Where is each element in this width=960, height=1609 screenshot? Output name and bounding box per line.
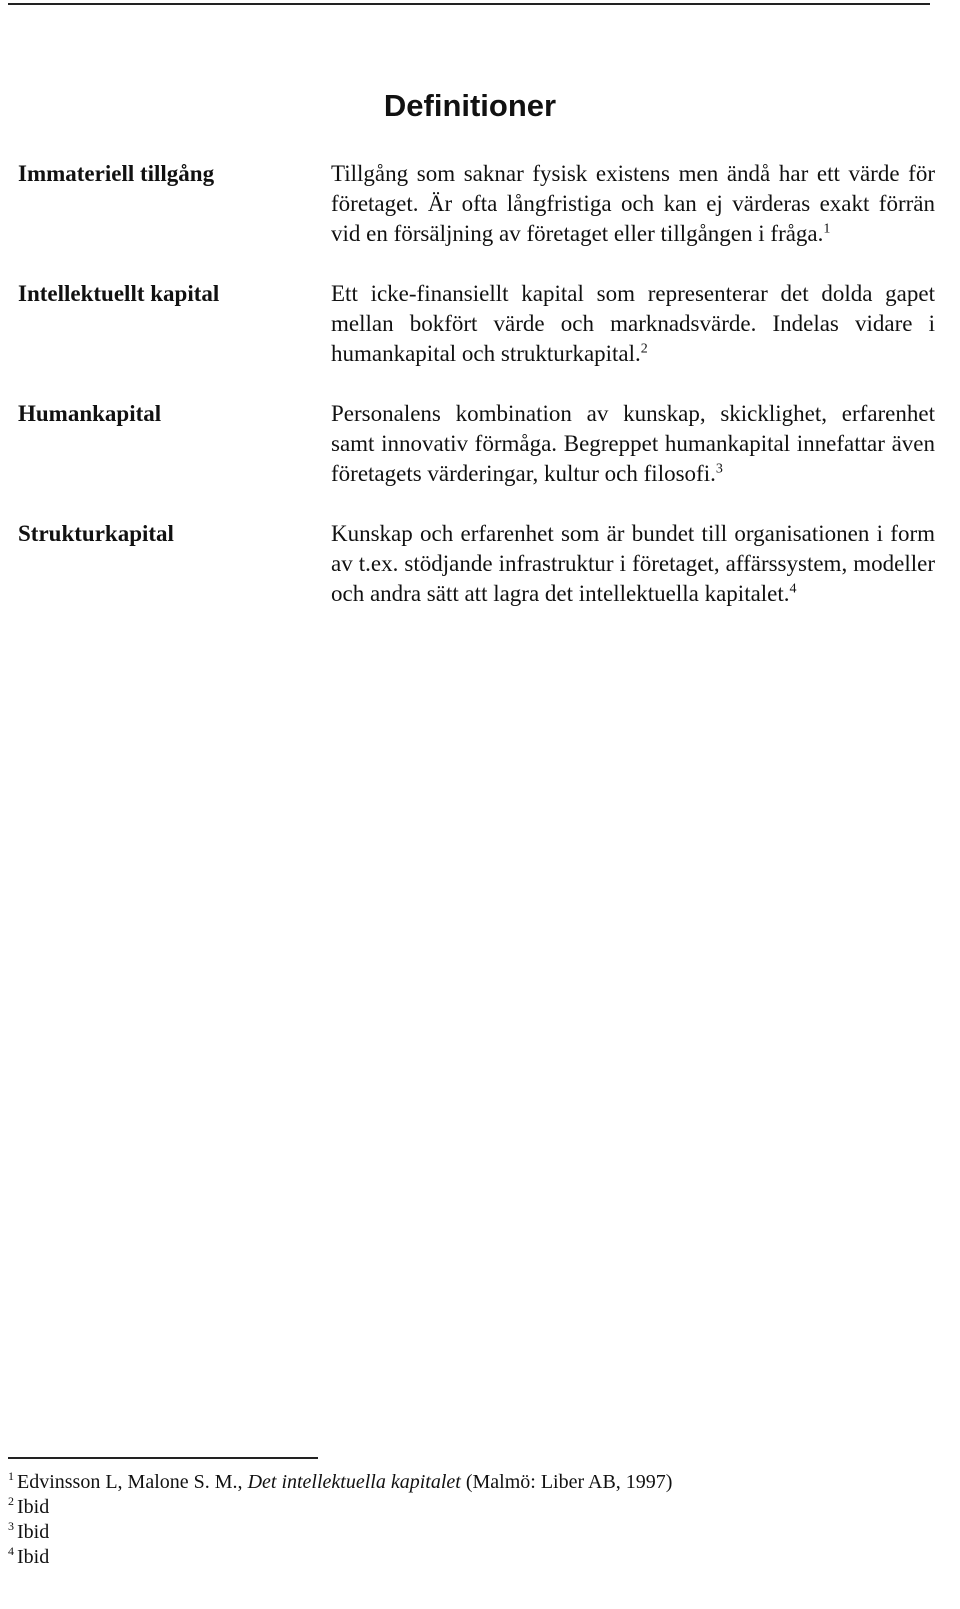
definition-term: Strukturkapital [18, 521, 174, 546]
footnotes [8, 1470, 928, 1570]
footnote-item [8, 1545, 928, 1570]
definition-text [331, 519, 935, 609]
footnote-reference[interactable]: 3 [715, 461, 723, 477]
footnote-text: Edvinsson L, Malone S. M., [17, 1471, 248, 1493]
footnote-text: Ibid [17, 1521, 50, 1543]
definition-text-content: Ett icke-finansiellt kapital som representerar det dolda gapet mellan bokfört värde och marknadsvärde. Indelas vidare i humankapital och strukturkapital. [331, 281, 935, 366]
page-title: Definitioner [383, 88, 557, 123]
definition-text [331, 159, 935, 249]
footnote-number: 2 [8, 1494, 14, 1509]
definition-term: Humankapital [18, 401, 162, 426]
definition-term: Intellektuellt kapital [18, 281, 220, 306]
definition-row [18, 519, 936, 609]
footnote-item [8, 1520, 928, 1545]
footnote-number: 3 [8, 1519, 14, 1534]
footnote-reference[interactable]: 4 [789, 581, 797, 597]
definition-text [331, 399, 935, 489]
definition-list [18, 159, 936, 639]
footnote-text-suffix: (Malmö: Liber AB, 1997) [460, 1471, 673, 1493]
footnote-number: 4 [8, 1544, 14, 1559]
header-rule [8, 3, 930, 5]
definition-text [331, 279, 935, 369]
definition-text-content: Tillgång som saknar fysisk existens men ändå har ett värde för företaget. Är ofta långfristiga och kan ej värderas exakt förrän vid en försäljning av företaget eller tillgången i fråga. [331, 161, 935, 246]
footnote-book-title: Det intellektuella kapitalet [247, 1471, 461, 1493]
definition-row [18, 399, 936, 489]
footnote-separator [8, 1457, 318, 1459]
definition-text-content: Personalens kombination av kunskap, skicklighet, erfarenhet samt innovativ förmåga. Begreppet humankapital innefattar även företagets värderingar, kultur och filosofi. [331, 401, 935, 486]
definition-row [18, 159, 936, 249]
footnote-item [8, 1470, 928, 1495]
definition-text-content: Kunskap och erfarenhet som är bundet till organisationen i form av t.ex. stödjande infrastruktur i företaget, affärssystem, modeller och andra sätt att lagra det intellektuella kapitalet. [331, 521, 935, 606]
definition-row [18, 279, 936, 369]
definition-term: Immateriell tillgång [18, 161, 215, 186]
footnote-number: 1 [8, 1469, 14, 1484]
footnote-item [8, 1495, 928, 1520]
footnote-text: Ibid [17, 1496, 50, 1518]
footnote-text: Ibid [17, 1546, 50, 1568]
footnote-reference[interactable]: 1 [823, 221, 831, 237]
footnote-reference[interactable]: 2 [640, 341, 648, 357]
